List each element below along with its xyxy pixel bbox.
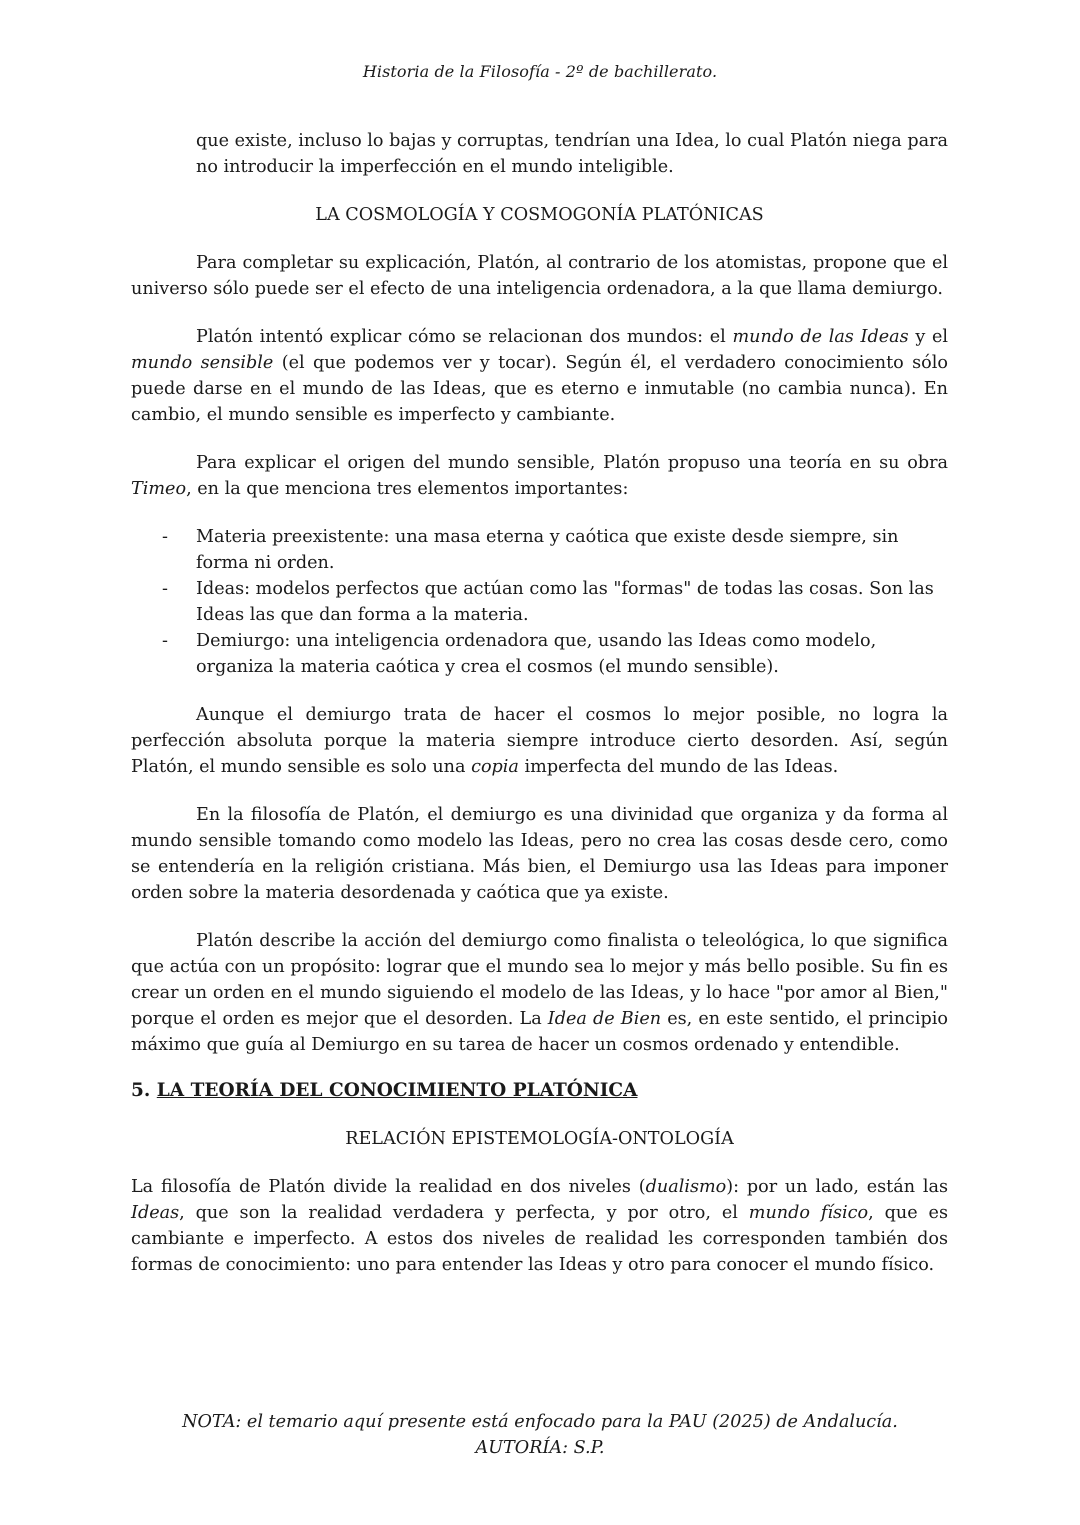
emphasis-copia: copia [471, 757, 519, 777]
page-footer [0, 1409, 1080, 1461]
cosmology-paragraph-3 [131, 450, 948, 502]
text-run: , que es cambiante e imperfecto. A estos dos niveles de realidad les corresponden también dos formas de conocimiento: uno para entender las Ideas y otro para conocer el mundo físico. [131, 1203, 948, 1275]
text-run: , en la que menciona tres elementos importantes: [186, 479, 629, 499]
list-item-text: Demiurgo: una inteligencia ordenadora que, usando las Ideas como modelo, organiza la materia caótica y crea el cosmos (el mundo sensible). [196, 631, 877, 677]
list-bullet: - [162, 631, 168, 651]
text-run: imperfecta del mundo de las Ideas. [518, 757, 839, 777]
cosmology-paragraph-6 [131, 928, 948, 1058]
epistemology-subtitle: RELACIÓN EPISTEMOLOGÍA-ONTOLOGÍA [345, 1129, 734, 1149]
cosmology-paragraph-2 [131, 324, 948, 428]
list-bullet: - [162, 579, 168, 599]
section-number: 5. [131, 1080, 151, 1101]
text-run: Platón describe la acción del demiurgo como finalista o teleológica, lo que significa que actúa con un propósito: lograr que el mundo sea lo mejor y más bello posible. Su fin es crear un orden en el mundo siguiendo el modelo de las Ideas, y lo hace "por amor al Bien," porque el orden es mejor que el desorden. La [131, 931, 948, 1029]
list-item-text: Materia preexistente: una masa eterna y caótica que existe desde siempre, sin forma ni orden. [196, 527, 899, 573]
page-header: Historia de la Filosofía - 2º de bachillerato. [362, 62, 718, 81]
emphasis-mundo-fisico: mundo físico [748, 1203, 869, 1223]
text-run: Platón intentó explicar cómo se relacionan dos mundos: el [196, 327, 733, 347]
page-content [131, 128, 948, 1278]
section-5-heading [131, 1078, 948, 1104]
text-run: (el que podemos ver y tocar). Según él, el verdadero conocimiento sólo puede darse en el mundo de las Ideas, que es eterno e inmutable (no cambia nunca). En cambio, el mundo sensible es imperfecto y cambiante. [131, 353, 948, 425]
emphasis-dualismo: dualismo [645, 1177, 727, 1197]
list-bullet: - [162, 527, 168, 547]
section-5-paragraph-1 [131, 1174, 948, 1278]
list-item [131, 524, 948, 576]
footer-note: NOTA: el temario aquí presente está enfocado para la PAU (2025) de Andalucía. [182, 1412, 898, 1432]
cosmology-paragraph-1: Para completar su explicación, Platón, al contrario de los atomistas, propone que el universo sólo puede ser el efecto de una inteligencia ordenadora, a la que llama demiurgo. [131, 253, 948, 299]
cosmology-paragraph-5: En la filosofía de Platón, el demiurgo es una divinidad que organiza y da forma al mundo sensible tomando como modelo las Ideas, pero no crea las cosas desde cero, como se entendería en la religión cristiana. Más bien, el Demiurgo usa las Ideas para imponer orden sobre la materia desordenada y caótica que ya existe. [131, 805, 948, 903]
text-run: y el [908, 327, 948, 347]
cosmology-subtitle: LA COSMOLOGÍA Y COSMOGONÍA PLATÓNICAS [315, 205, 764, 225]
elements-list [131, 524, 948, 680]
emphasis-idea-bien: Idea de Bien [547, 1009, 662, 1029]
emphasis-mundo-ideas: mundo de las Ideas [732, 327, 909, 347]
emphasis-ideas: Ideas [131, 1203, 180, 1223]
cosmology-paragraph-4 [131, 702, 948, 780]
emphasis-mundo-sensible: mundo sensible [131, 353, 274, 373]
text-run: ): por un lado, están las [726, 1177, 948, 1197]
footer-author: AUTORÍA: S.P. [475, 1438, 605, 1458]
intro-paragraph: que existe, incluso lo bajas y corruptas, tendrían una Idea, lo cual Platón niega para no introducir la imperfección en el mundo inteligible. [196, 131, 948, 177]
text-run: es, en este sentido, el principio máximo que guía al Demiurgo en su tarea de hacer un cosmos ordenado y entendible. [131, 1009, 948, 1055]
emphasis-timeo: Timeo [131, 479, 187, 499]
text-run: Para explicar el origen del mundo sensible, Platón propuso una teoría en su obra [196, 453, 948, 473]
text-run: , que son la realidad verdadera y perfecta, y por otro, el [179, 1203, 749, 1223]
list-item [131, 628, 948, 680]
list-item-text: Ideas: modelos perfectos que actúan como las "formas" de todas las cosas. Son las Ideas las que dan forma a la materia. [196, 579, 934, 625]
text-run: Aunque el demiurgo trata de hacer el cosmos lo mejor posible, no logra la perfección absoluta porque la materia siempre introduce cierto desorden. Así, según Platón, el mundo sensible es solo una [131, 705, 948, 777]
list-item [131, 576, 948, 628]
text-run: La filosofía de Platón divide la realidad en dos niveles ( [131, 1177, 646, 1197]
section-title: LA TEORÍA DEL CONOCIMIENTO PLATÓNICA [156, 1080, 638, 1101]
